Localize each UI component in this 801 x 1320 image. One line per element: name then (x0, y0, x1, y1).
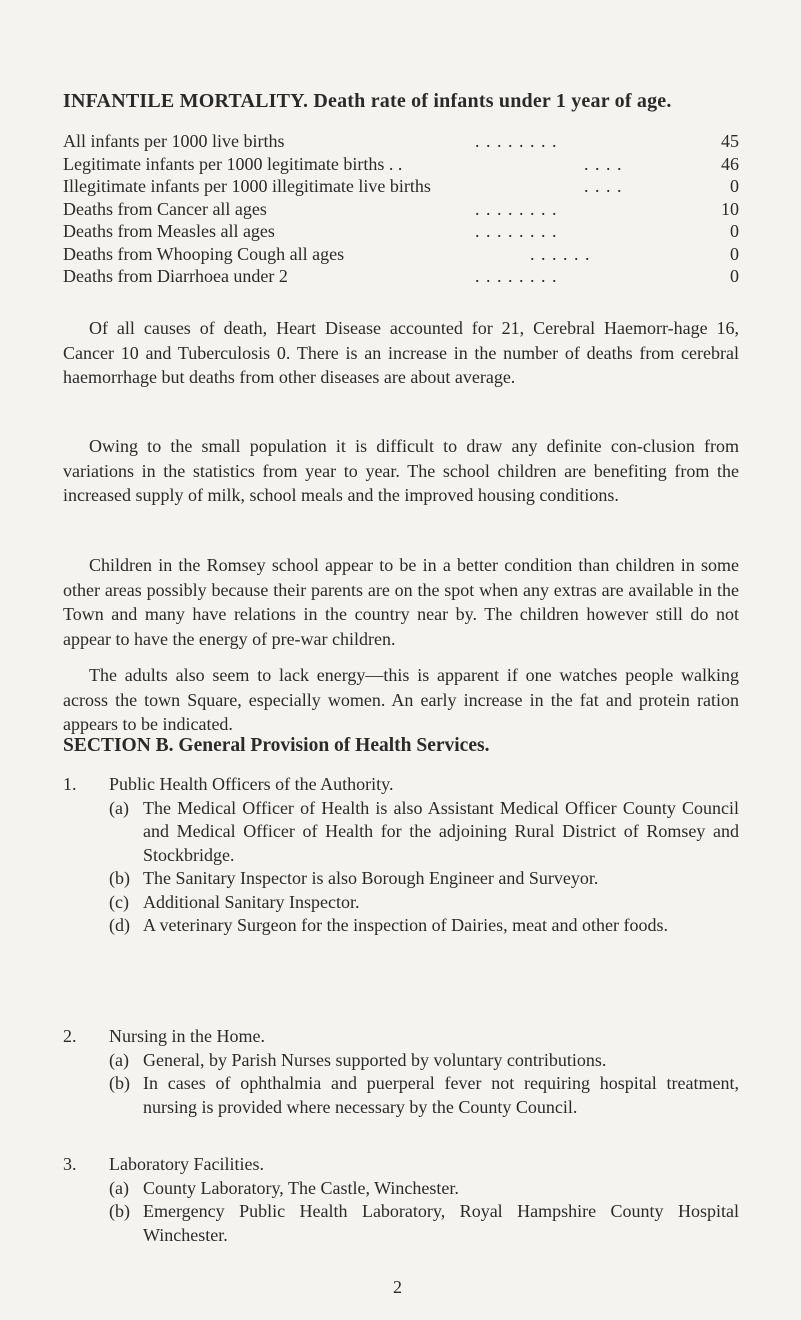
stat-label: Deaths from Measles all ages (63, 221, 275, 241)
section-title-text: Laboratory Facilities. (109, 1154, 264, 1174)
stat-row (63, 198, 739, 221)
list-item (63, 1072, 739, 1119)
stat-value: 46 (721, 153, 739, 174)
item-letter: (c) (109, 891, 129, 912)
paragraph-causes-of-death: Of all causes of death, Heart Disease accounted for 21, Cerebral Haemorr-hage 16, Cancer 10 and Tuberculosis 0. There is an increase in the number of deaths from cerebral haemorrhage but deaths from other diseases are about average. (63, 318, 739, 387)
paragraph-children: Children in the Romsey school appear to be in a better condition than children in some other areas possibly because their parents are on the spot when any extras are available in the Town and many have relations in the country near by. The children however still do not appear to have the energy of pre-war children. (63, 555, 739, 649)
section-title-text: Nursing in the Home. (109, 1026, 265, 1046)
section-title-text: Public Health Officers of the Authority. (109, 774, 394, 794)
item-letter: (d) (109, 915, 130, 935)
section-title (63, 773, 739, 797)
section-1-public-health-officers (63, 773, 739, 938)
stat-label: Legitimate infants per 1000 legitimate births . . (63, 153, 403, 174)
item-letter: (a) (109, 797, 129, 818)
stat-label: Deaths from Diarrhoea under 2 (63, 266, 288, 286)
list-item (63, 1177, 739, 1201)
item-text: The Medical Officer of Health is also Assistant Medical Officer County Council and Medical Officer of Health for the adjoining Rural District of Romsey and Stockbridge. (143, 797, 739, 865)
leader-dots: . . . . . . . . (475, 221, 558, 241)
stat-value: 0 (730, 266, 739, 286)
stat-value: 0 (730, 176, 739, 196)
stat-row (63, 243, 739, 266)
stat-label: All infants per 1000 live births (63, 131, 285, 151)
section-title (63, 1025, 739, 1049)
page-number: 2 (393, 1277, 402, 1297)
stat-row (63, 130, 739, 153)
section-number: 1. (63, 774, 77, 794)
leader-dots: . . . . . . . . (475, 198, 558, 219)
item-letter: (a) (109, 1177, 129, 1198)
list-item (63, 914, 739, 938)
section-number: 2. (63, 1026, 77, 1046)
leader-dots: . . . . (584, 153, 623, 174)
stat-label: Deaths from Cancer all ages (63, 198, 267, 219)
leader-dots: . . . . . . (530, 243, 591, 264)
list-item (63, 867, 739, 891)
mortality-stats-table (63, 130, 739, 288)
stat-row (63, 220, 739, 243)
section-3-laboratory (63, 1153, 739, 1247)
section-title (63, 1153, 739, 1177)
leader-dots: . . . . . . . . (475, 131, 558, 151)
stat-label: Deaths from Whooping Cough all ages (63, 243, 345, 264)
item-letter: (b) (109, 1201, 130, 1221)
item-letter: (b) (109, 1073, 130, 1093)
section-number: 3. (63, 1154, 77, 1174)
item-text: Emergency Public Health Laboratory, Royal Hampshire County Hospital Winchester. (143, 1201, 739, 1245)
item-text: General, by Parish Nurses supported by voluntary contributions. (143, 1049, 607, 1070)
leader-dots: . . . . (584, 176, 623, 196)
item-text: Additional Sanitary Inspector. (143, 891, 360, 912)
item-letter: (a) (109, 1049, 129, 1070)
item-text: In cases of ophthalmia and puerperal fever not requiring hospital treatment, nursing is provided where necessary by the County Council. (143, 1073, 739, 1117)
stat-value: 45 (721, 131, 739, 151)
item-text: A veterinary Surgeon for the inspection of Dairies, meat and other foods. (143, 915, 669, 935)
list-item (63, 1200, 739, 1247)
section-b-heading: SECTION B. General Provision of Health Services. (63, 735, 490, 756)
stat-row (63, 153, 739, 176)
paragraph-adults: The adults also seem to lack energy—this is apparent if one watches people walking across the town Square, especially women. An early increase in the fat and protein ration appears to be indicated. (63, 665, 739, 734)
list-item (63, 891, 739, 915)
stat-label: Illegitimate infants per 1000 illegitimate live births (63, 176, 431, 196)
infantile-mortality-heading: INFANTILE MORTALITY. Death rate of infants under 1 year of age. (63, 90, 672, 112)
stat-value: 0 (730, 243, 739, 264)
stat-row (63, 265, 739, 288)
list-item (63, 1049, 739, 1073)
item-letter: (b) (109, 868, 130, 888)
paragraph-population: Owing to the small population it is difficult to draw any definite con-clusion from variations in the statistics from year to year. The school children are benefiting from the increased supply of milk, school meals and the improved housing conditions. (63, 436, 739, 505)
section-2-nursing (63, 1025, 739, 1119)
leader-dots: . . . . . . . . (475, 266, 558, 286)
item-text: The Sanitary Inspector is also Borough Engineer and Surveyor. (143, 868, 599, 888)
stat-value: 0 (730, 221, 739, 241)
stat-row (63, 175, 739, 198)
list-item (63, 797, 739, 868)
item-text: County Laboratory, The Castle, Winchester. (143, 1177, 459, 1198)
stat-value: 10 (721, 198, 739, 219)
